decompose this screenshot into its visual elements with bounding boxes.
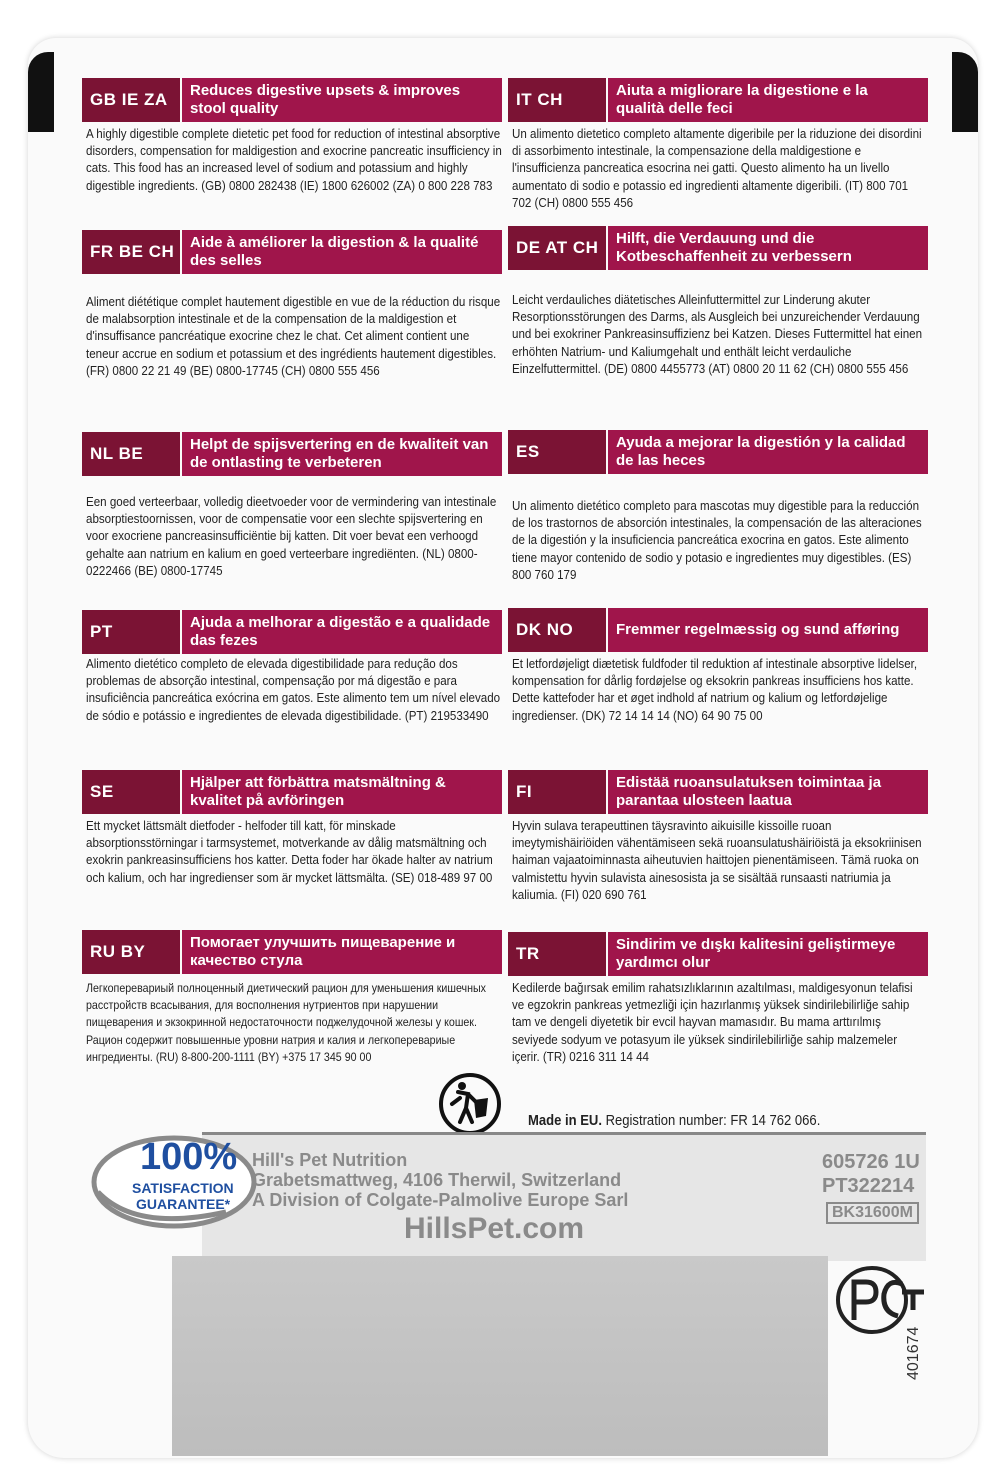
section-text: Un alimento dietetico completo altamente digeribile per la riduzione dei disordini di assorbimento intestinale, la compensazione della maldigestione e l'insufficienza pancreatica esocrina nei gatti. Questo alimento ha un livello aumentato di sodio e potassio ed ingredienti altamente digeribili. (IT) 800 701 702 (CH) 0800 555 456 (512, 127, 922, 210)
pouch-corner-left (28, 52, 54, 132)
section-code: TR (508, 932, 606, 976)
section-title: Reduces digestive upsets & improves stool quality (182, 78, 502, 122)
section-code: IT CH (508, 78, 606, 122)
section-code: FR BE CH (82, 230, 180, 274)
pouch-corner-right (952, 52, 978, 132)
made-in: Made in EU. (528, 1113, 602, 1129)
section-title: Sindirim ve dışkı kalitesini geliştirmeye yardımcı olur (608, 932, 928, 976)
product-codes (822, 1150, 920, 1198)
tidyman-recycle-icon (438, 1072, 502, 1136)
section-title: Hilft, die Verdauung und die Kotbeschaffenheit zu verbessern (608, 226, 928, 270)
section-code: DK NO (508, 608, 606, 652)
section-text: Легкоперевариый полноценный диетический рацион для уменьшения кишечных расстройств всасывания, для восполнения нутриентов при нарушении пищеварения и экзокринной недостаточности поджелудочной железы у кошек. Рацион содержит повышенные уровни натрия и калия и легкоперевариые ингредиенты. (RU) 8-800-200-1111 (BY) +375 17 345 90 00 (86, 982, 486, 1064)
badge-satisfaction: SATISFACTION (132, 1180, 234, 1196)
section-code: FI (508, 770, 606, 814)
section-title: Aide à améliorer la digestion & la qualité des selles (182, 230, 502, 274)
section-title: Ayuda a mejorar la digestión y la calidad de las heces (608, 430, 928, 474)
section-text: Een goed verteerbaar, volledig dieetvoeder voor de vermindering van intestinale absorptiestoornissen, voor de compensatie voor een slechte spijsvertering en voor exocriene pancreasinsufficiëntie bij katten. Dit voer bevat een verhoogd gehalte aan natrium en kalium en goed verteerbare ingrediënten. (NL) 0800-0222466 (BE) 0800-17745 (86, 495, 497, 578)
company-division: A Division of Colgate-Palmolive Europe Sarl (252, 1190, 629, 1210)
section-code: DE AT CH (508, 226, 606, 270)
company-address (252, 1150, 628, 1210)
section-code: PT (82, 610, 180, 654)
company-street: Grabetsmattweg, 4106 Therwil, Switzerland (252, 1170, 622, 1190)
badge-guarantee: GUARANTEE* (136, 1196, 231, 1212)
section-text: Kedilerde bağırsak emilim rahatsızlıklarının azaltılması, maldigesyonun telafisi ve egzokrin pankreas yetmezliği için hazırlanmış yüksek sindirilebilirliğe sahip tam ve dengeli diyetetik bir evcil hayvan mamasıdır. Bu mama arttırılmış seviyede sodyum ve potasyum ile yüksek sindirilebilirliğe sahip malzemeler içerir. (TR) 0216 311 14 44 (512, 981, 913, 1064)
section-text: Ett mycket lättsmält dietfoder - helfoder till katt, för minskade absorptionsstörningar i tarmsystemet, motverkande av dålig matsmältning och exokrin pankreasinsufficiens hos katter. Detta foder har ökade halter av natrium och kalium, och har ingredienser som är mycket lättsmälta. (SE) 018-489 97 00 (86, 819, 493, 885)
section-code: RU BY (82, 930, 180, 974)
product-code-2: PT322214 (822, 1175, 915, 1197)
section-title: Fremmer regelmæssig og sund afføring (608, 608, 928, 652)
registration-number: Registration number: FR 14 762 066. (605, 1113, 821, 1129)
section-title: Hjälper att förbättra matsmältning & kvalitet på avföringen (182, 770, 502, 814)
section-code: SE (82, 770, 180, 814)
company-name: Hill's Pet Nutrition (252, 1150, 408, 1170)
section-text: Aliment diététique complet hautement digestible en vue de la réduction du risque de malabsorption intestinale et de la compensation de la maldigestion et d'insuffisance pancréatique exocrine chez le chat. Cet aliment contient une teneur accrue en sodium et potassium et des ingrédients hautement digestibles. (FR) 0800 22 21 49 (BE) 0800-17745 (CH) 0800 555 456 (86, 295, 501, 378)
grey-print-area (172, 1256, 828, 1456)
section-text: Hyvin sulava terapeuttinen täysravinto aikuisille kissoille ruoan imeytymishäiriöiden vähentämiseen sekä ruoansulatushäiriöistä ja eksokriinisen haiman vajaatoiminnasta aiheutuvien haittojen pienentämiseen. Tämä ruoka on valmistettu hyvin sulavista ainesosista ja se sisältää runsaasti natriumia ja kaliumia. (FI) 020 690 761 (512, 819, 922, 902)
section-title: Помогает улучшить пищеварение и качество стула (182, 930, 502, 974)
section-text: A highly digestible complete dietetic pet food for reduction of intestinal absorptive disorders, compensation for maldigestion and exocrine pancreatic insufficiency in cats. This food has an increased level of sodium and potassium and highly digestible ingredients. (GB) 0800 282438 (IE) 1800 626002 (ZA) 0 800 228 783 (86, 127, 502, 193)
section-text: Leicht verdauliches diätetisches Alleinfuttermittel zur Linderung akuter Resorptionsstörungen des Darms, als Ausgleich bei unzureichender Verdauung und bei exokriner Pankreasinsuffizienz bei Katzen. Dieses Futtermittel hat einen erhöhten Natrium- und Kaliumgehalt und enthält leicht verdauliche Einzelfuttermittel. (DE) 0800 4455773 (AT) 0800 20 11 62 (CH) 0800 555 456 (512, 293, 923, 376)
section-title: Aiuta a migliorare la digestione e la qualità delle feci (608, 78, 928, 122)
section-code: NL BE (82, 432, 180, 476)
made-in-registration (528, 1113, 820, 1129)
section-code: ES (508, 430, 606, 474)
badge-percent: 100% (140, 1136, 238, 1178)
section-code: GB IE ZA (82, 78, 180, 122)
batch-code-box: BK31600M (826, 1202, 919, 1224)
section-text: Alimento dietético completo de elevada digestibilidade para redução dos problemas de absorção intestinal, compensação por má digestão e para insuficiência pancreática exócrina em gatos. Este alimento tem um nível elevado de sódio e potássio e ingredientes de elevada digestibilidade. (PT) 219533490 (86, 657, 501, 723)
section-text: Un alimento dietético completo para mascotas muy digestible para la reducción de los trastornos de absorción intestinales, la compensación de las alteraciones de la digestión y la insuficiencia pancreática exocrina en gatos. Este alimento tiene mayor contenido de sodio y potasio e ingredientes muy digestibles. (ES) 800 760 179 (512, 499, 922, 582)
vertical-number: 401674 (905, 1326, 922, 1380)
section-title: Edistää ruoansulatuksen toimintaa ja parantaa ulosteen laatua (608, 770, 928, 814)
section-title: Ajuda a melhorar a digestão e a qualidade das fezes (182, 610, 502, 654)
website: HillsPet.com (404, 1212, 585, 1245)
section-text: Et letfordøjeligt diætetisk fuldfoder til reduktion af intestinale absorptive lidelser, kompensation for dårlig fordøjelse og eksokrin pankreas insufficiens hos katte. Dette kattefoder har et øget indhold af natrium og kalium og letfordøjelige ingredienser. (DK) 72 14 14 14 (NO) 64 90 75 00 (512, 657, 918, 723)
product-code-1: 605726 1U (822, 1151, 920, 1173)
section-title: Helpt de spijsvertering en de kwaliteit van de ontlasting te verbeteren (182, 432, 502, 476)
